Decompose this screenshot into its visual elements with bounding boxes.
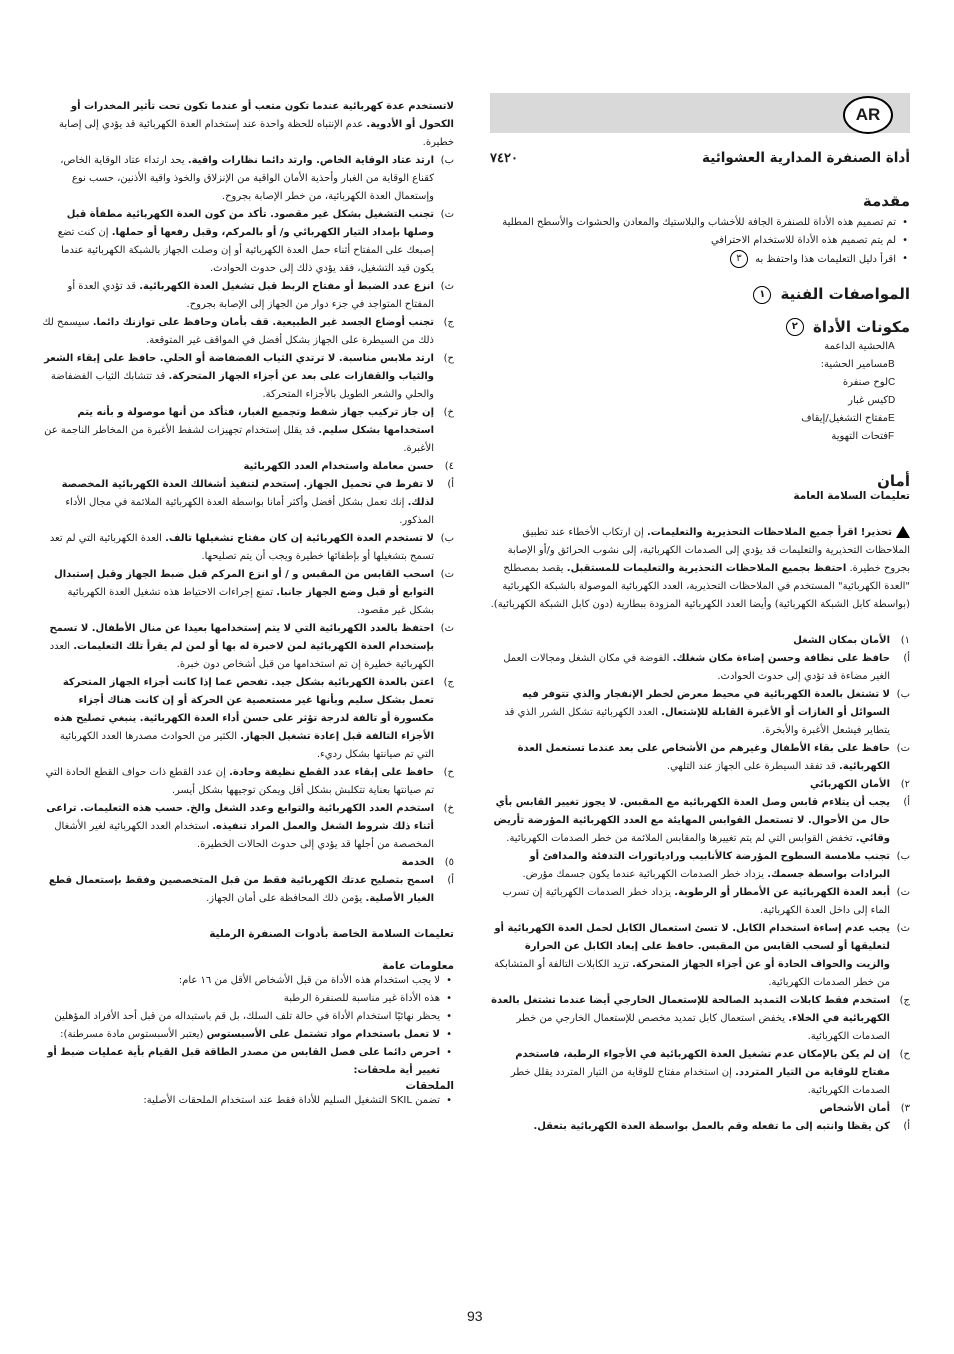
item-text: إن استخدام مفتاح للوقاية من التيار المتردد يقلل خطر الصدمات الكهربائية. [510, 1067, 890, 1096]
section-2 [490, 776, 910, 1100]
component-name: لوح صنفرة [842, 377, 888, 388]
item-bold-text: تجنب أوضاع الجسد غير الطبيعية. قف بأمان وحافظ على توازنك دائما. [92, 317, 434, 328]
item-bold-text: استخدم العدد الكهربائية والتوابع وعدد الشغل والخ. حسب هذه التعليمات. تراعى أثناء ذلك شروط الشغل والعمل المراد تنفيذه. [46, 803, 434, 832]
list-item [490, 992, 910, 1046]
component-name: كيس غبار [848, 395, 888, 406]
component-item [490, 428, 910, 446]
section-4 [40, 458, 454, 854]
list-item [40, 476, 454, 530]
item-text: قد يقلل إستخدام تجهيزات لشفط الأغبرة من المخاطر الناجمة عن الأغبرة. [44, 425, 434, 454]
item-label: ح) [443, 767, 454, 778]
item-text: العدد الكهربائية خطيرة إن تم استخدامها من قبل أشخاص دون خبرة. [49, 641, 434, 670]
item-bold-text: انزع عدد الضبط أو مفتاح الربط قبل تشغيل العدة الكهربائية. [139, 281, 434, 292]
item-bold-text: حافظ على بقاء الأطفال وغيرهم من الأشخاص على بعد عندما تستعمل العدة الكهربائية. [517, 743, 890, 772]
item-label: ت) [896, 887, 910, 898]
item-label: خ) [443, 803, 454, 814]
item-text: الفوضة في مكان الشغل ومجالات العمل الغير مضاءة قد تؤدي إلى حدوث الحوادث. [503, 653, 890, 682]
safety-section [490, 472, 910, 1136]
list-item [40, 314, 454, 350]
item-bold-text: لا تفرط في تحميل الجهاز. إستخدم لتنفيذ أشغالك العدة الكهربائية المخصصة لذلك. [61, 479, 434, 508]
list-item [40, 872, 454, 908]
item-text: لا يجب استخدام هذه الأداة من قبل الأشخاص الأقل من ١٦ عام: [178, 975, 440, 986]
item-bold-text: تجنب ملامسة السطوح المؤرضة كالأنابيب ورادياتورات التدفئة والمدافئ أو البرادات بواسطة جسمك. [529, 851, 890, 880]
list-item [40, 350, 454, 404]
item-label: أ) [447, 479, 454, 490]
item-text: سيسمح لك ذلك من السيطرة على الجهاز بشكل أفضل في المواقف غير المتوقعة. [42, 317, 434, 346]
list-item: • تضمن SKIL التشغيل السليم للأداة فقط عند استخدام الملحقات الأصلية: [40, 1092, 454, 1110]
item-bold-text: ارتد عتاد الوقاية الخاص. وارتد دائما نظارات واقية. [187, 155, 434, 166]
item-text: تزيد الكابلات التالفة أو المتشابكة من خطر الصدمات الكهربائية. [494, 959, 890, 988]
right-column [490, 192, 910, 1136]
item-bold-text: احتفظ بالعدد الكهربائية التي لا يتم إستخدامها بعيدا عن منال الأطفال. لا تسمح بإستخدام العدة الكهربائية لمن لاخبرة له بها أو لمن لم يقرأ تلك التعليمات. [49, 623, 434, 652]
list-item [40, 278, 454, 314]
warning-icon [896, 526, 910, 538]
list-item [40, 1026, 454, 1044]
item-bold-text: اعتن بالعدة الكهربائية بشكل جيد. تفحص عما إذا كانت أجزاء الجهاز المتحركة تعمل بشكل سليم وبأنها غير مستعصية عن الحركة أو إن كانت هناك أجزاء مكسورة أو تالفة لدرجة تؤثر على حسن أداء العدة الكهربائية. ينبغي تصليح هذه الأجزاء التالفة قبل إعادة تشغيل الجهاز. [54, 677, 434, 742]
list-item: • لم يتم تصميم هذه الأداة للاستخدام الاحترافي [490, 232, 910, 250]
item-label: ج) [899, 995, 910, 1006]
item-label: ب) [896, 851, 910, 862]
safety-heading: أمان [877, 472, 910, 490]
figure-ref-1: ١ [753, 286, 771, 304]
item-text: تخفض القوابس التي لم يتم تغييرها والمقابس الملائمة من خطر الصدمات الكهربائية. [506, 833, 853, 844]
item-bold-text: احرص دائما على فصل القابس من مصدر الطاقة قبل القيام بأية عمليات ضبط أو تغيير أية ملحقات: [47, 1047, 440, 1076]
item-label: أ) [903, 653, 910, 664]
item-bold-text: كن يقظا وانتبه إلى ما تفعله وقم بالعمل بواسطة العدة الكهربائية بتعقل. [533, 1121, 890, 1132]
list-item [490, 884, 910, 920]
item-label: خ) [443, 407, 454, 418]
figure-ref-3: ٣ [730, 250, 748, 268]
component-name: فتحات التهوية [831, 431, 888, 442]
language-badge: AR [843, 96, 893, 134]
list-item [40, 404, 454, 458]
item-text: قد تؤدي العدة أو المفتاح المتواجد في جزء دوار من الجهاز إلى الإصابة بجروح. [67, 281, 434, 310]
item-text: يحظر نهائيًا استخدام الأداة في حالة تلف السلك، بل قم باستبداله من قبل أحد الأفراد المؤهلين [54, 1011, 440, 1022]
section-3 [490, 1100, 910, 1136]
item-text: يخفض استعمال كابل تمديد مخصص للإستعمال الخارجي من خطر الصدمات الكهربائية. [516, 1013, 890, 1042]
list-item [40, 566, 454, 620]
item-text: قد تفقد السيطرة على الجهاز عند التلهي. [666, 761, 836, 772]
accessories-list [40, 1092, 454, 1110]
item-text: إن كنت تضع إصبعك على المفتاح أثناء حمل العدة الكهربائية أو إن وصلت الجهاز بالشبكة الكهربائية عندما يكون قيد التشغيل، فقد يؤدي ذلك إلى حدوث الحوادث. [57, 227, 434, 274]
page-number: 93 [467, 1308, 483, 1324]
item-bold-text: تجنب التشغيل بشكل غير مقصود. تأكد من كون العدة الكهربائية مطفأة قبل وصلها بإمداد التيار الكهربائي و/ أو بالمركم، وقبل رفعها أو حملها. [66, 209, 434, 238]
section-2-items [490, 794, 910, 1100]
section-3-continued-items [40, 152, 454, 458]
item-text: العدد الكهربائية تشكل الشرر الذي قد يتطاير فيشعل الأغبرة والأبخرة. [504, 707, 890, 736]
component-name: مفتاح التشغيل/إيقاف [801, 413, 888, 424]
item-text: استخدام العدد الكهربائية لغير الأشغال المخصصة من أجلها قد يؤدي إلى حدوث الحالات الخطيرة. [54, 821, 434, 850]
list-item [490, 1046, 910, 1100]
item-label: ت) [440, 569, 454, 580]
item-bold-text: استخدم فقط كابلات التمديد الصالحة للإستعمال الخارجي أيضا عندما تشتغل بالعدة الكهربائية في الخلاء. [491, 995, 890, 1024]
item-text: إنك تعمل بشكل أفضل وأكثر أمانا بواسطة العدة الكهربائية الملائمة في مجال الأداء المذكور. [65, 497, 434, 526]
item-text: تمنع إجراءات الاحتياط هذه تشغيل العدة الكهربائية بشكل غير مقصود. [67, 587, 434, 616]
list-item [490, 250, 910, 269]
item-label: ب) [440, 155, 454, 166]
document-title: أداة الصنفرة المدارية العشوائية [702, 150, 910, 166]
item-text: قد تتشابك الثياب الفضفاضة والحلي والشعر الطويل بالأجزاء المتحركة. [50, 371, 434, 400]
item-text: العدة الكهربائية التي لم تعد تسمح بتشغيلها أو بإطفائها خطيرة ويجب أن يتم تصليحها. [49, 533, 434, 562]
list-item [40, 1044, 454, 1080]
section-5-title: ٥) الخدمة [401, 857, 454, 868]
component-letter: D [888, 395, 896, 406]
item-label: ج) [443, 677, 454, 688]
item-bold-text: يجب أن يتلاءم قابس وصل العدة الكهربائية مع المقبس. لا يجوز تغيير القابس بأي حال من الأحوال. لا تستعمل القوابس المهايئة مع العدد الكهربائية المؤرضة تأريض وقائي. [493, 797, 890, 844]
item-bold-text: ارتد ملابس مناسبة. لا ترتدي الثياب الفضفاضة أو الحلي. حافظ على إبقاء الشعر والثياب والقفازات على بعد عن أجزاء الجهاز المتحركة. [44, 353, 434, 382]
list-item [40, 674, 454, 764]
section-4-items [40, 476, 454, 854]
list-item [40, 206, 454, 278]
item-text: يحد ارتداء عتاد الوقاية الخاص، كقناع الوقاية من الغبار وأحذية الأمان الواقية من الإنزلاق والخوذ واقية الأذنين، حسب نوع وإستعمال العدة الكهربائية، من خطر الإصابة بجروح. [60, 155, 434, 202]
item-label: ح) [443, 353, 454, 364]
intro-heading: مقدمة [862, 192, 910, 210]
list-item [40, 764, 454, 800]
list-item [490, 686, 910, 740]
list-item [490, 920, 910, 992]
section-1-title: ١) الأمان بمكان الشغل [793, 635, 910, 646]
component-item [490, 392, 910, 410]
section-3-title: ٣) أمان الأشخاص [819, 1103, 910, 1114]
general-info-heading: معلومات عامة [382, 960, 454, 972]
item-label: أ) [447, 875, 454, 886]
item-bold-text: يجب عدم إساءة استخدام الكابل. لا تسئ استعمال الكابل لحمل العدة الكهربائية أو لتعليقها أو لسحب القابس من المقبس. حافظ على إبعاد الكابل عن الحرارة والزيت والحواف الحادة أو عن أجزاء الجهاز المتحركة. [494, 923, 890, 970]
figure-ref-2: ٢ [786, 318, 804, 336]
component-letter: A [888, 341, 895, 352]
components-heading [490, 318, 910, 337]
item-label: أ) [903, 1121, 910, 1132]
specs-heading [490, 285, 910, 304]
list-item [40, 152, 454, 206]
item-label: ت) [896, 743, 910, 754]
list-item [490, 794, 910, 848]
item-text: يؤمن ذلك المحافظة على أمان الجهاز. [206, 893, 363, 904]
section-1 [490, 632, 910, 776]
item-text: إن عدد القطع ذات حواف القطع الحادة التي تم صيانتها بعناية تتكلبش بشكل أقل ويمكن توجيهها بشكل أيسر. [45, 767, 434, 796]
component-name: مسامير الحشية: [820, 359, 888, 370]
general-info-list [40, 972, 454, 1080]
item-text: يزداد خطر الصدمات الكهربائية عندما يكون جسمك مؤرض. [522, 869, 765, 880]
specs-section [490, 285, 910, 304]
list-item [490, 740, 910, 776]
components-list [490, 338, 910, 446]
list-item [490, 848, 910, 884]
warning-text: إن ارتكاب الأخطاء عند تطبيق الملاحظات التحذيرية والتعليمات قد يؤدي إلى الصدمات الكهربائية، إلى نشوب الحرائق و/أو الإصابة بجروح خطيرة. [507, 527, 910, 574]
title-row [490, 150, 910, 166]
list-item [40, 800, 454, 854]
intro-list [490, 214, 910, 269]
component-letter: C [888, 377, 896, 388]
list-item [490, 650, 910, 686]
section-4-title: ٤) حسن معاملة واستخدام العدد الكهربائية [243, 461, 454, 472]
list-item: • تم تصميم هذه الأداة للصنفرة الجافة للأخشاب والبلاستيك والمعادن والحشوات والأسطح المطلية [490, 214, 910, 232]
item-bold-text: أبعد العدة الكهربائية عن الأمطار أو الرطوبة. [674, 887, 890, 898]
section-1-items [490, 650, 910, 776]
components-section [490, 318, 910, 447]
item-label: ج) [443, 317, 454, 328]
model-number: ٧٤٢٠ [490, 150, 518, 165]
item-label: أ) [903, 797, 910, 808]
section-5-items [40, 872, 454, 908]
specs-heading-text: المواصفات الفنية [780, 285, 910, 303]
item-bold-text: لا تستخدم العدة الكهربائية إن كان مفتاح تشغيلها تالف. [165, 533, 434, 544]
item-bold-text: اسمح بتصليح عدتك الكهربائية فقط من قبل المتخصصين وفقط بإستعمال قطع الغيار الأصلية. [48, 875, 434, 904]
component-name: الحشية الداعمة [824, 341, 888, 352]
item-text: هذه الأداة غير مناسبة للصنفرة الرطبة [283, 993, 440, 1004]
warning-bold: تحذير! اقرأ جميع الملاحظات التحذيرية والتعليمات. [647, 527, 892, 538]
item-text: (يعتبر الأسبستوس مادة مسرطنة): [60, 1029, 204, 1040]
item-bold-text: إن لم يكن بالإمكان عدم تشغيل العدة الكهربائية في الأجواء الرطبة، فاستخدم مفتاح للوقاية من التيار المتردد. [515, 1049, 890, 1078]
list-item [40, 1008, 454, 1026]
list-item-text: اقرأ دليل التعليمات هذا واحتفظ به [755, 254, 896, 265]
item-label: ث) [896, 923, 910, 934]
item-label: ت) [440, 209, 454, 220]
item-bold-text: لا تشتغل بالعدة الكهربائية في محيط معرض لخطر الإنفجار والذي تتوفر فيه السوائل أو الغازات أو الأغبرة القابلة للإشتعال. [522, 689, 890, 718]
item-label: ح) [899, 1049, 910, 1060]
item-label: ث) [440, 281, 454, 292]
section-3-items [490, 1118, 910, 1136]
component-letter: B [888, 359, 895, 370]
item-label: ب) [896, 689, 910, 700]
component-item [490, 356, 910, 374]
component-item [490, 374, 910, 392]
section-5 [40, 854, 454, 908]
item-bold-text: إن جاز تركيب جهاز شفط وتجميع الغبار، فتأكد من أنها موصولة و بأنه يتم استخدامها بشكل سليم. [77, 407, 434, 436]
item-text: يزداد خطر الصدمات الكهربائية إن تسرب الماء إلى داخل العدة الكهربائية. [502, 887, 890, 916]
component-letter: E [888, 413, 895, 424]
left-column [40, 98, 454, 1110]
keep-instructions-text: يقصد بمصطلح "العدة الكهربائية" المستخدم في الملاحظات التحذيرية، العدد الكهربائية الموصولة بالشبكة الكهربائية (بواسطة كابل الشبكة الكهربائية) وأيضا العدد الكهربائية المزودة ببطارية (دون كابل الشبكة الكهربائية). [490, 563, 910, 610]
list-item [490, 1118, 910, 1136]
item-label: ب) [440, 533, 454, 544]
item-label: ث) [440, 623, 454, 634]
continued-paragraph: لاتستخدم عدة كهربائية عندما تكون متعب أو عندما تكون تحت تأثير المخدرات أو الكحول أو الأدوية. عدم الإنتباه للحظة واحدة عند إستخدام العدة الكهربائية قد يؤدي إلى إصابة خطيرة. [59, 101, 454, 148]
general-safety-subheading: تعليمات السلامة العامة [793, 490, 910, 502]
components-heading-text: مكونات الأداة [813, 317, 910, 336]
component-item [490, 338, 910, 356]
list-item [40, 530, 454, 566]
accessories-heading: الملحقات [405, 1080, 454, 1092]
item-bold-text: حافظ على نظافة وحسن إضاءة مكان شغلك. [672, 653, 890, 664]
component-letter: F [888, 431, 895, 442]
item-bold-text: اسحب القابس من المقبس و / أو انزع المركم قبل ضبط الجهاز وقبل إستبدال التوابع أو قبل وضع الجهاز جانبا. [54, 569, 434, 598]
list-item [40, 620, 454, 674]
component-item [490, 410, 910, 428]
section-2-title: ٢) الأمان الكهربائي [809, 779, 910, 790]
sander-safety-heading: تعليمات السلامة الخاصة بأدوات الصنفرة الرملية [209, 928, 454, 940]
list-item [40, 972, 454, 990]
list-item [40, 990, 454, 1008]
item-text: الكثير من الحوادث مصدرها العدد الكهربائية التي تم صيانتها بشكل رديء. [59, 731, 434, 760]
item-bold-text: لا تعمل باستخدام مواد تشتمل على الأسبستوس [206, 1029, 440, 1040]
item-bold-text: حافظ على إبقاء عدد القطع نظيفة وحادة. [229, 767, 434, 778]
warning-paragraph [490, 524, 910, 614]
keep-instructions-bold: احتفظ بجميع الملاحظات التحذيرية والتعليمات للمستقبل. [566, 563, 847, 574]
